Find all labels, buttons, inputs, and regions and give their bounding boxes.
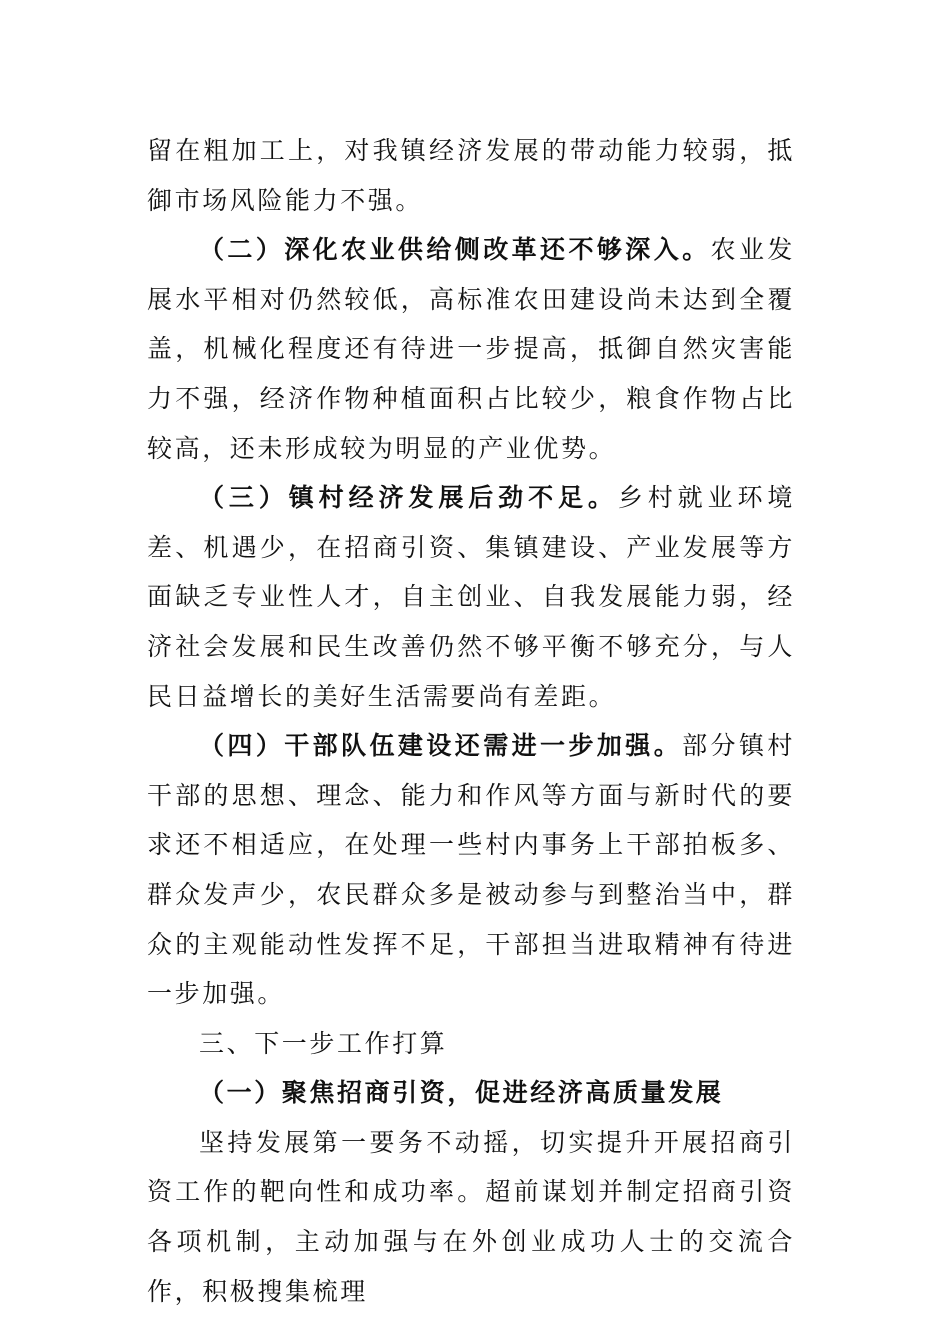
paragraph-body: 部分镇村干部的思想、理念、能力和作风等方面与新时代的要求还不相适应，在处理一些村内事务上干部拍板多、群众发声少，农民群众多是被动参与到整治当中，群众的主观能动性发挥不足，干部担当进取精神有待进一步加强。: [147, 731, 795, 1009]
paragraph-lead: （二）深化农业供给侧改革还不够深入。: [199, 235, 711, 265]
paragraph-body: 乡村就业环境差、机遇少，在招商引资、集镇建设、产业发展等方面缺乏专业性人才，自主创业、自我发展能力弱，经济社会发展和民生改善仍然不够平衡不够充分，与人民日益增长的美好生活需要尚有差距。: [147, 483, 795, 711]
paragraph-body: 农业发展水平相对仍然较低，高标准农田建设尚未达到全覆盖，机械化程度还有待进一步提高，抵御自然灾害能力不强，经济作物种植面积占比较少，粮食作物占比较高，还未形成较为明显的产业优势。: [147, 235, 795, 463]
paragraph-issue-3: [147, 473, 795, 721]
section-heading: 三、下一步工作打算: [199, 1028, 448, 1058]
paragraph-issue-2: [147, 225, 795, 473]
document-page: [147, 126, 795, 1316]
subheading: （一）聚焦招商引资，促进经济高质量发展: [199, 1078, 724, 1108]
paragraph-lead: （三）镇村经济发展后劲不足。: [199, 483, 618, 513]
paragraph-final: 坚持发展第一要务不动摇，切实提升开展招商引资工作的靶向性和成功率。超前谋划并制定招商引资各项机制，主动加强与在外创业成功人士的交流合作，积极搜集梳理: [147, 1127, 795, 1306]
paragraph-issue-4: [147, 721, 795, 1019]
paragraph-lead: （四）干部队伍建设还需进一步加强。: [199, 731, 683, 761]
paragraph-continuation: [147, 126, 795, 225]
paragraph-body: 留在粗加工上，对我镇经济发展的带动能力较弱，抵御市场风险能力不强。: [147, 136, 795, 215]
